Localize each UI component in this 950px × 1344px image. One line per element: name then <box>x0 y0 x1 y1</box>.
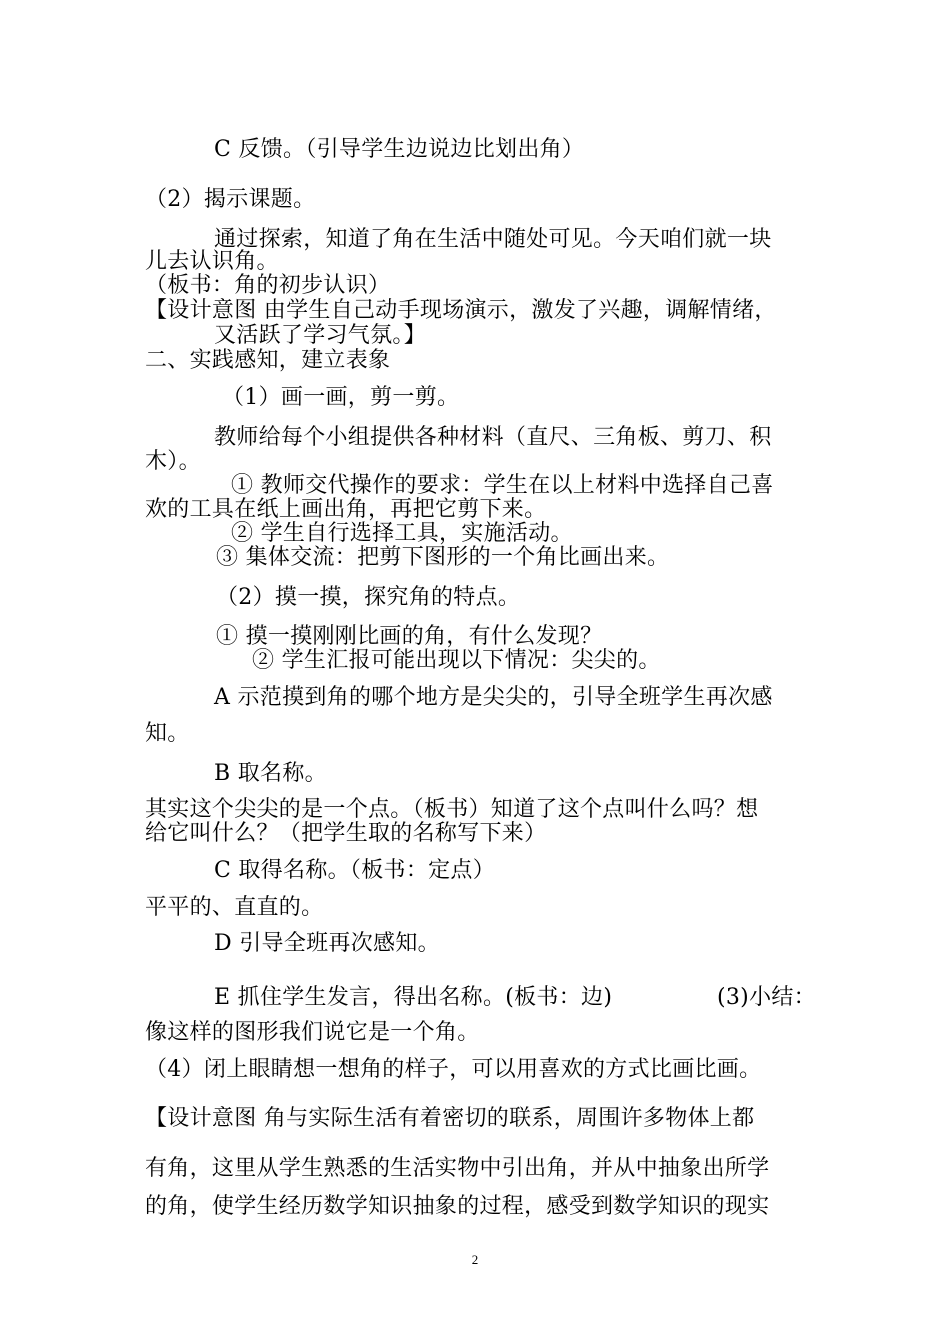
text-line: 有角，这里从学生熟悉的生活实物中引出角，并从中抽象出所学 <box>145 1156 770 1181</box>
text-line: 教师给每个小组提供各种材料（直尺、三角板、剪刀、积 <box>214 425 772 450</box>
text-line: ③ 集体交流：把剪下图形的一个角比画出来。 <box>216 545 670 570</box>
text-line: 通过探索，知道了角在生活中随处可见。今天咱们就一块 <box>214 227 772 252</box>
text-line: （2）摸一摸，探究角的特点。 <box>216 585 521 610</box>
text-line: 的角，使学生经历数学知识抽象的过程，感受到数学知识的现实 <box>145 1194 770 1219</box>
text-line: 【设计意图 由学生自己动手现场演示，激发了兴趣，调解情绪， <box>145 298 777 323</box>
text-line: ① 教师交代操作的要求：学生在以上材料中选择自己喜 <box>231 473 774 498</box>
text-line: （板书：角的初步认识） <box>145 273 391 298</box>
text-line: ② 学生汇报可能出现以下情况：尖尖的。 <box>252 648 661 673</box>
text-line: 又活跃了学习气氛。】 <box>214 323 427 348</box>
text-line: C 取得名称。（板书：定点） <box>214 858 496 883</box>
text-line: （1）画一画，剪一剪。 <box>222 385 460 410</box>
text-line: (3)小结： <box>717 985 816 1010</box>
text-line: B 取名称。 <box>214 761 327 786</box>
text-line: （2）揭示课题。 <box>145 187 316 212</box>
text-line: 像这样的图形我们说它是一个角。 <box>145 1020 480 1045</box>
text-line: 【设计意图 角与实际生活有着密切的联系，周围许多物体上都 <box>145 1106 755 1131</box>
text-line: 儿去认识角。 <box>145 249 279 274</box>
section-heading: 二、实践感知，建立表象 <box>145 348 391 373</box>
text-line: 给它叫什么？（把学生取的名称写下来） <box>145 821 547 846</box>
text-line: 知。 <box>145 721 190 746</box>
text-line: ① 摸一摸刚刚比画的角，有什么发现？ <box>216 624 603 649</box>
text-line: A 示范摸到角的哪个地方是尖尖的，引导全班学生再次感 <box>214 685 773 710</box>
text-line: （4）闭上眼睛想一想角的样子，可以用喜欢的方式比画比画。 <box>145 1057 762 1082</box>
text-line: 其实这个尖尖的是一个点。（板书）知道了这个点叫什么吗？想 <box>145 797 759 822</box>
text-line: ② 学生自行选择工具，实施活动。 <box>231 521 573 546</box>
text-line: C 反馈。（引导学生边说边比划出角） <box>214 137 585 162</box>
text-line: 木）。 <box>145 449 201 474</box>
text-line: D 引导全班再次感知。 <box>214 931 440 956</box>
text-line: E 抓住学生发言，得出名称。(板书：边) <box>214 985 613 1010</box>
text-line: 平平的、直直的。 <box>145 895 324 920</box>
text-line: 欢的工具在纸上画出角，再把它剪下来。 <box>145 497 547 522</box>
page-number: 2 <box>471 1252 479 1267</box>
